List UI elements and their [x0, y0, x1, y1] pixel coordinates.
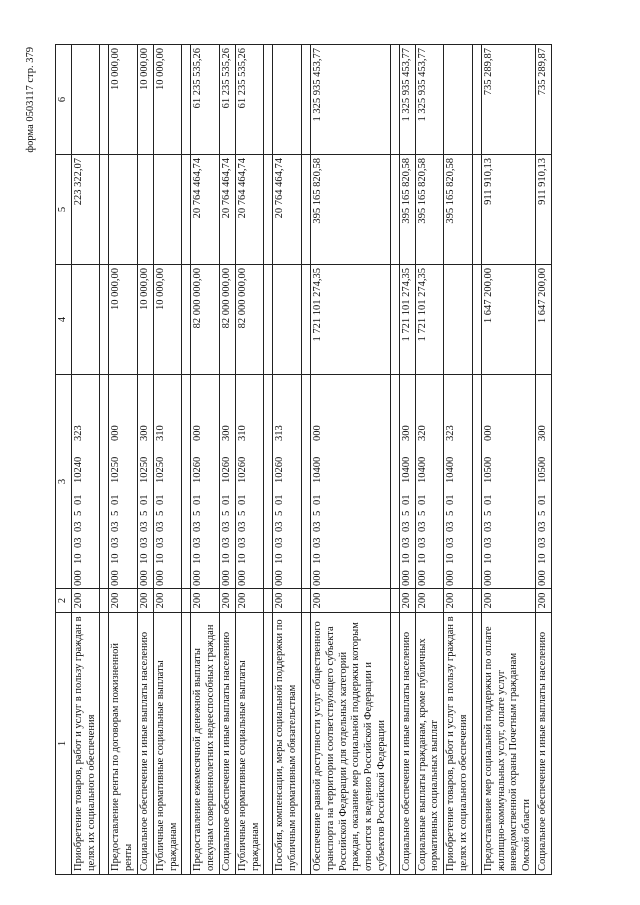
gap-cell — [264, 375, 273, 589]
line-code: 200 — [273, 589, 302, 613]
executed-amount: 20 764 464,74 — [219, 155, 235, 265]
gap-cell — [301, 375, 310, 589]
row-name: Пособия, компенсации, меры социальной поддержки по публичным нормативным обязательствам — [273, 613, 302, 875]
column-number-row — [56, 45, 72, 875]
column-header: 4 — [56, 265, 72, 375]
code-part: 03 — [416, 521, 428, 532]
gap-cell — [264, 589, 273, 613]
code-part: 300 — [536, 425, 548, 441]
unexecuted-amount — [273, 45, 302, 155]
code-part: 03 — [445, 537, 457, 548]
unexecuted-amount: 1 325 935 453,77 — [415, 45, 444, 155]
code-part: 03 — [72, 521, 84, 532]
budget-classification-code — [191, 375, 220, 589]
row-name: Социальное обеспечение и иные выплаты населению — [219, 613, 235, 875]
budget-classification-code — [481, 375, 535, 589]
code-part: 5 — [400, 510, 412, 516]
code-part: 300 — [138, 425, 150, 441]
executed-amount: 20 764 464,74 — [235, 155, 264, 265]
table-row — [399, 45, 415, 875]
code-part: 03 — [416, 537, 428, 548]
code-part: 03 — [236, 521, 248, 532]
unexecuted-amount: 10 000,00 — [137, 45, 153, 155]
gap-cell — [301, 589, 310, 613]
line-code: 200 — [481, 589, 535, 613]
approved-amount: 1 721 101 274,35 — [415, 265, 444, 375]
column-header: 5 — [56, 155, 72, 265]
line-code: 200 — [71, 589, 100, 613]
code-part: 03 — [236, 537, 248, 548]
code-part: 000 — [138, 570, 150, 586]
unexecuted-amount: 735 289,87 — [481, 45, 535, 155]
code-part: 10 — [220, 553, 232, 564]
gap-cell — [472, 45, 481, 155]
gap-cell — [390, 45, 399, 155]
table-row — [481, 45, 535, 875]
code-part: 000 — [536, 570, 548, 586]
code-part: 10400 — [416, 456, 428, 483]
code-part: 10400 — [311, 456, 323, 483]
line-code: 200 — [444, 589, 473, 613]
approved-amount — [273, 265, 302, 375]
unexecuted-amount: 61 235 535,26 — [235, 45, 264, 155]
code-part: 03 — [154, 521, 166, 532]
row-name: Публичные нормативные социальные выплаты гражданам — [235, 613, 264, 875]
code-part: 01 — [138, 494, 150, 505]
code-part: 03 — [192, 521, 204, 532]
row-name: Приобретение товаров, работ и услуг в пользу граждан в целях их социального обеспечения — [71, 613, 100, 875]
code-part: 10 — [536, 553, 548, 564]
code-part: 10250 — [154, 456, 166, 483]
column-header: 1 — [56, 613, 72, 875]
code-part: 000 — [154, 570, 166, 586]
row-name: Социальное обеспечение и иные выплаты населению — [399, 613, 415, 875]
approved-amount: 82 000 000,00 — [191, 265, 220, 375]
budget-classification-code — [535, 375, 551, 589]
code-part: 320 — [416, 425, 428, 441]
budget-classification-code — [310, 375, 390, 589]
column-header: 6 — [56, 45, 72, 155]
code-part: 01 — [72, 494, 84, 505]
code-part: 03 — [154, 537, 166, 548]
code-part: 03 — [482, 537, 494, 548]
code-part: 000 — [192, 570, 204, 586]
code-part: 03 — [138, 521, 150, 532]
row-name: Предоставление мер социальной поддержки по оплате жилищно-коммунальных услуг, оплате услуг вневедомственной охраны Почетным гражданам Омской области — [481, 613, 535, 875]
unexecuted-amount: 10 000,00 — [109, 45, 138, 155]
gap-cell — [301, 155, 310, 265]
code-part: 10 — [154, 553, 166, 564]
code-part: 10260 — [274, 456, 286, 483]
gap-cell — [472, 265, 481, 375]
code-part: 5 — [72, 510, 84, 516]
code-part: 323 — [72, 425, 84, 441]
unexecuted-amount: 10 000,00 — [153, 45, 182, 155]
gap-cell — [100, 155, 109, 265]
approved-amount: 10 000,00 — [109, 265, 138, 375]
approved-amount — [444, 265, 473, 375]
code-part: 01 — [274, 494, 286, 505]
approved-amount: 1 647 200,00 — [481, 265, 535, 375]
gap-cell — [390, 265, 399, 375]
code-part: 03 — [536, 521, 548, 532]
line-code: 200 — [310, 589, 390, 613]
budget-classification-code — [235, 375, 264, 589]
line-code: 200 — [191, 589, 220, 613]
code-part: 10260 — [192, 456, 204, 483]
code-part: 03 — [400, 537, 412, 548]
gap-cell — [182, 613, 191, 875]
approved-amount: 82 000 000,00 — [219, 265, 235, 375]
code-part: 03 — [138, 537, 150, 548]
row-gap — [100, 45, 109, 875]
code-part: 10 — [72, 553, 84, 564]
code-part: 01 — [110, 494, 122, 505]
code-part: 000 — [110, 570, 122, 586]
code-part: 000 — [400, 570, 412, 586]
code-part: 10400 — [400, 456, 412, 483]
row-name: Обеспечение равной доступности услуг общественного транспорта на территории соответствующего субъекта Российской Федерации для отдельных категорий граждан, оказание мер социальной поддержки которым относится к ведению Российской Федерации и субъектов Российской Федерации — [310, 613, 390, 875]
code-part: 01 — [536, 494, 548, 505]
unexecuted-amount — [71, 45, 100, 155]
gap-cell — [182, 375, 191, 589]
executed-amount: 911 910,13 — [535, 155, 551, 265]
code-part: 01 — [416, 494, 428, 505]
table-row — [219, 45, 235, 875]
rotated-page — [25, 45, 615, 875]
gap-cell — [472, 155, 481, 265]
unexecuted-amount: 1 325 935 453,77 — [399, 45, 415, 155]
gap-cell — [182, 589, 191, 613]
line-code: 200 — [399, 589, 415, 613]
code-part: 03 — [400, 521, 412, 532]
code-part: 5 — [536, 510, 548, 516]
table-row — [153, 45, 182, 875]
approved-amount: 82 000 000,00 — [235, 265, 264, 375]
approved-amount: 1 647 200,00 — [535, 265, 551, 375]
code-part: 323 — [445, 425, 457, 441]
table-row — [71, 45, 100, 875]
budget-classification-code — [153, 375, 182, 589]
gap-cell — [301, 613, 310, 875]
executed-amount: 395 165 820,58 — [399, 155, 415, 265]
row-name: Предоставление ренты по договорам пожизненной ренты — [109, 613, 138, 875]
executed-amount: 395 165 820,58 — [310, 155, 390, 265]
code-part: 03 — [311, 537, 323, 548]
code-part: 03 — [220, 521, 232, 532]
form-reference: форма 0503117 стр. 379 — [25, 47, 36, 153]
code-part: 01 — [482, 494, 494, 505]
code-part: 5 — [138, 510, 150, 516]
code-part: 03 — [110, 537, 122, 548]
code-part: 10 — [236, 553, 248, 564]
code-part: 000 — [220, 570, 232, 586]
code-part: 000 — [482, 425, 494, 441]
row-gap — [264, 45, 273, 875]
code-part: 000 — [445, 570, 457, 586]
gap-cell — [100, 589, 109, 613]
code-part: 01 — [445, 494, 457, 505]
gap-cell — [472, 375, 481, 589]
line-code: 200 — [219, 589, 235, 613]
gap-cell — [100, 613, 109, 875]
code-part: 10260 — [236, 456, 248, 483]
unexecuted-amount: 735 289,87 — [535, 45, 551, 155]
code-part: 10 — [192, 553, 204, 564]
code-part: 300 — [400, 425, 412, 441]
table-row — [444, 45, 473, 875]
budget-classification-code — [415, 375, 444, 589]
row-gap — [472, 45, 481, 875]
executed-amount: 395 165 820,58 — [444, 155, 473, 265]
code-part: 10 — [416, 553, 428, 564]
code-part: 000 — [72, 570, 84, 586]
gap-cell — [472, 589, 481, 613]
budget-classification-code — [273, 375, 302, 589]
code-part: 000 — [110, 425, 122, 441]
code-part: 10 — [138, 553, 150, 564]
code-part: 03 — [482, 521, 494, 532]
line-code: 200 — [137, 589, 153, 613]
code-part: 5 — [220, 510, 232, 516]
column-header: 2 — [56, 589, 72, 613]
table-row — [415, 45, 444, 875]
row-gap — [301, 45, 310, 875]
table-row — [310, 45, 390, 875]
code-part: 10 — [311, 553, 323, 564]
row-name: Предоставление ежемесячной денежной выплаты опекунам совершеннолетних недееспособных граждан — [191, 613, 220, 875]
gap-cell — [100, 45, 109, 155]
line-code: 200 — [235, 589, 264, 613]
code-part: 310 — [154, 425, 166, 441]
code-part: 5 — [311, 510, 323, 516]
code-part: 5 — [110, 510, 122, 516]
code-part: 10400 — [445, 456, 457, 483]
code-part: 000 — [192, 425, 204, 441]
line-code: 200 — [153, 589, 182, 613]
gap-cell — [100, 375, 109, 589]
approved-amount: 10 000,00 — [137, 265, 153, 375]
code-part: 10240 — [72, 456, 84, 483]
executed-amount: 20 764 464,74 — [191, 155, 220, 265]
gap-cell — [100, 265, 109, 375]
line-code: 200 — [109, 589, 138, 613]
executed-amount — [109, 155, 138, 265]
code-part: 000 — [482, 570, 494, 586]
code-part: 10 — [445, 553, 457, 564]
code-part: 03 — [192, 537, 204, 548]
row-name: Приобретение товаров, работ и услуг в пользу граждан в целях их социального обеспечения — [444, 613, 473, 875]
gap-cell — [301, 265, 310, 375]
code-part: 10250 — [138, 456, 150, 483]
gap-cell — [264, 613, 273, 875]
code-part: 10260 — [220, 456, 232, 483]
unexecuted-amount: 61 235 535,26 — [219, 45, 235, 155]
code-part: 10500 — [536, 456, 548, 483]
code-part: 01 — [220, 494, 232, 505]
code-part: 000 — [236, 570, 248, 586]
executed-amount: 911 910,13 — [481, 155, 535, 265]
code-part: 10 — [110, 553, 122, 564]
budget-classification-code — [444, 375, 473, 589]
code-part: 03 — [110, 521, 122, 532]
table-row — [273, 45, 302, 875]
code-part: 01 — [311, 494, 323, 505]
row-name: Социальные выплаты гражданам, кроме публичных нормативных социальных выплат — [415, 613, 444, 875]
table-row — [191, 45, 220, 875]
code-part: 10500 — [482, 456, 494, 483]
line-code: 200 — [415, 589, 444, 613]
code-part: 300 — [220, 425, 232, 441]
executed-amount: 20 764 464,74 — [273, 155, 302, 265]
code-part: 5 — [154, 510, 166, 516]
code-part: 01 — [400, 494, 412, 505]
budget-classification-code — [219, 375, 235, 589]
unexecuted-amount: 1 325 935 453,77 — [310, 45, 390, 155]
gap-cell — [390, 155, 399, 265]
budget-classification-code — [137, 375, 153, 589]
gap-cell — [182, 155, 191, 265]
gap-cell — [301, 45, 310, 155]
budget-table — [55, 44, 552, 875]
code-part: 313 — [274, 425, 286, 441]
budget-classification-code — [71, 375, 100, 589]
executed-amount: 223 322,07 — [71, 155, 100, 265]
column-header: 3 — [56, 375, 72, 589]
row-gap — [182, 45, 191, 875]
code-part: 000 — [274, 570, 286, 586]
table-body — [71, 45, 551, 875]
code-part: 03 — [72, 537, 84, 548]
code-part: 03 — [445, 521, 457, 532]
code-part: 5 — [236, 510, 248, 516]
code-part: 000 — [311, 570, 323, 586]
approved-amount: 1 721 101 274,35 — [399, 265, 415, 375]
code-part: 5 — [274, 510, 286, 516]
code-part: 10 — [482, 553, 494, 564]
table-row — [109, 45, 138, 875]
unexecuted-amount — [444, 45, 473, 155]
code-part: 03 — [536, 537, 548, 548]
code-part: 03 — [274, 537, 286, 548]
executed-amount — [153, 155, 182, 265]
code-part: 5 — [482, 510, 494, 516]
code-part: 10250 — [110, 456, 122, 483]
row-name: Публичные нормативные социальные выплаты гражданам — [153, 613, 182, 875]
code-part: 5 — [416, 510, 428, 516]
gap-cell — [182, 45, 191, 155]
code-part: 310 — [236, 425, 248, 441]
code-part: 5 — [445, 510, 457, 516]
gap-cell — [264, 155, 273, 265]
gap-cell — [264, 265, 273, 375]
gap-cell — [390, 375, 399, 589]
code-part: 10 — [274, 553, 286, 564]
code-part: 03 — [220, 537, 232, 548]
approved-amount: 1 721 101 274,35 — [310, 265, 390, 375]
gap-cell — [390, 589, 399, 613]
executed-amount: 395 165 820,58 — [415, 155, 444, 265]
gap-cell — [472, 613, 481, 875]
gap-cell — [264, 45, 273, 155]
code-part: 01 — [236, 494, 248, 505]
budget-classification-code — [399, 375, 415, 589]
code-part: 01 — [192, 494, 204, 505]
code-part: 03 — [311, 521, 323, 532]
code-part: 000 — [311, 425, 323, 441]
approved-amount — [71, 265, 100, 375]
line-code: 200 — [535, 589, 551, 613]
approved-amount: 10 000,00 — [153, 265, 182, 375]
gap-cell — [182, 265, 191, 375]
code-part: 000 — [416, 570, 428, 586]
code-part: 5 — [192, 510, 204, 516]
unexecuted-amount: 61 235 535,26 — [191, 45, 220, 155]
row-gap — [390, 45, 399, 875]
row-name: Социальное обеспечение и иные выплаты населению — [535, 613, 551, 875]
executed-amount — [137, 155, 153, 265]
table-row — [137, 45, 153, 875]
row-name: Социальное обеспечение и иные выплаты населению — [137, 613, 153, 875]
gap-cell — [390, 613, 399, 875]
code-part: 01 — [154, 494, 166, 505]
code-part: 10 — [400, 553, 412, 564]
table-row — [535, 45, 551, 875]
code-part: 03 — [274, 521, 286, 532]
budget-classification-code — [109, 375, 138, 589]
table-row — [235, 45, 264, 875]
